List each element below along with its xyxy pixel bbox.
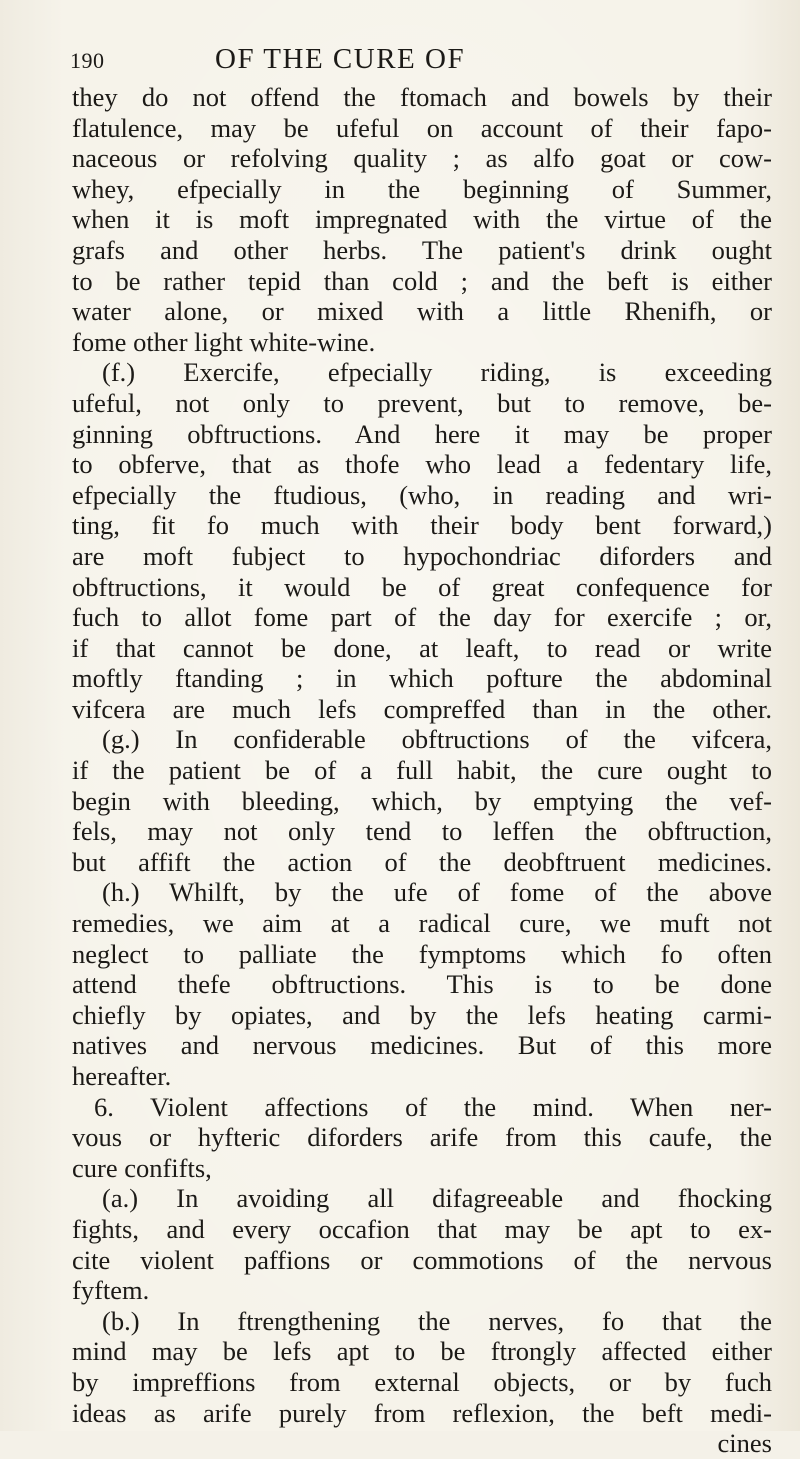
- text-line: water alone, or mixed with a little Rhenifh, or: [72, 296, 772, 327]
- text-line: ufeful, not only to prevent, but to remove, be-: [72, 387, 772, 418]
- text-line: grafs and other herbs. The patient's drink ought: [72, 234, 772, 265]
- text-line: obftructions, it would be of great confequence for: [72, 571, 772, 602]
- page-header: [70, 40, 770, 80]
- text-line: fels, may not only tend to leffen the obftruction,: [72, 816, 772, 847]
- text-line: efpecially the ftudious, (who, in reading and wri-: [72, 479, 772, 510]
- text-line: begin with bleeding, which, by emptying the vef-: [72, 785, 772, 816]
- text-line: fome other light white-wine.: [72, 326, 376, 357]
- text-line: remedies, we aim at a radical cure, we muft not: [72, 908, 772, 939]
- text-line: moftly ftanding ; in which pofture the abdominal: [72, 663, 772, 694]
- text-line: if that cannot be done, at leaft, to read or write: [72, 632, 772, 663]
- text-line: fights, and every occafion that may be apt to ex-: [72, 1213, 772, 1244]
- text-line: (a.) In avoiding all difagreeable and fhocking: [102, 1183, 772, 1214]
- text-line: attend thefe obftructions. This is to be done: [72, 969, 772, 1000]
- text-line: 6. Violent affections of the mind. When ner-: [94, 1091, 772, 1122]
- body-text: [72, 82, 772, 1459]
- text-line: to be rather tepid than cold ; and the beft is either: [72, 265, 772, 296]
- text-line: fyftem.: [72, 1275, 150, 1306]
- text-line: ting, fit fo much with their body bent forward,): [72, 510, 772, 541]
- text-line: flatulence, may be ufeful on account of their fapo-: [72, 112, 772, 143]
- text-line: by impreffions from external objects, or by fuch: [72, 1366, 772, 1397]
- text-line: ginning obftructions. And here it may be proper: [72, 418, 772, 449]
- text-line: they do not offend the ftomach and bowels by their: [72, 82, 772, 112]
- text-line: neglect to palliate the fymptoms which fo often: [72, 938, 772, 969]
- text-line: to obferve, that as thofe who lead a fedentary life,: [72, 449, 772, 480]
- text-line: mind may be lefs apt to be ftrongly affected either: [72, 1336, 772, 1367]
- text-line: (h.) Whilft, by the ufe of fome of the above: [102, 877, 772, 908]
- text-line: (f.) Exercife, efpecially riding, is exceeding: [102, 357, 772, 388]
- text-line: ideas as arife purely from reflexion, the beft medi-: [72, 1397, 772, 1428]
- text-line: vifcera are much lefs compreffed than in the other.: [72, 693, 772, 724]
- text-line: but affift the action of the deobftruent medicines.: [72, 846, 772, 877]
- text-line: whey, efpecially in the beginning of Summer,: [72, 173, 772, 204]
- text-line: are moft fubject to hypochondriac diforders and: [72, 540, 772, 571]
- text-line: if the patient be of a full habit, the cure ought to: [72, 755, 772, 786]
- catchword: cines: [717, 1428, 772, 1459]
- running-head: OF THE CURE OF: [215, 43, 466, 75]
- text-line: cure confifts,: [72, 1152, 212, 1183]
- page-number: 190: [70, 48, 105, 73]
- text-line: (b.) In ftrengthening the nerves, fo that the: [102, 1305, 772, 1336]
- text-line: fuch to allot fome part of the day for exercife ; or,: [72, 602, 772, 633]
- text-line: (g.) In confiderable obftructions of the vifcera,: [102, 724, 772, 755]
- text-line: natives and nervous medicines. But of this more: [72, 1030, 772, 1061]
- text-line: hereafter.: [72, 1061, 172, 1091]
- text-line: chiefly by opiates, and by the lefs heating carmi-: [72, 999, 772, 1030]
- text-line: when it is moft impregnated with the virtue of the: [72, 204, 772, 235]
- text-line: vous or hyfteric diforders arife from this caufe, the: [72, 1122, 772, 1153]
- text-line: naceous or refolving quality ; as alfo goat or cow-: [72, 143, 772, 174]
- text-line: cite violent paffions or commotions of the nervous: [72, 1244, 772, 1275]
